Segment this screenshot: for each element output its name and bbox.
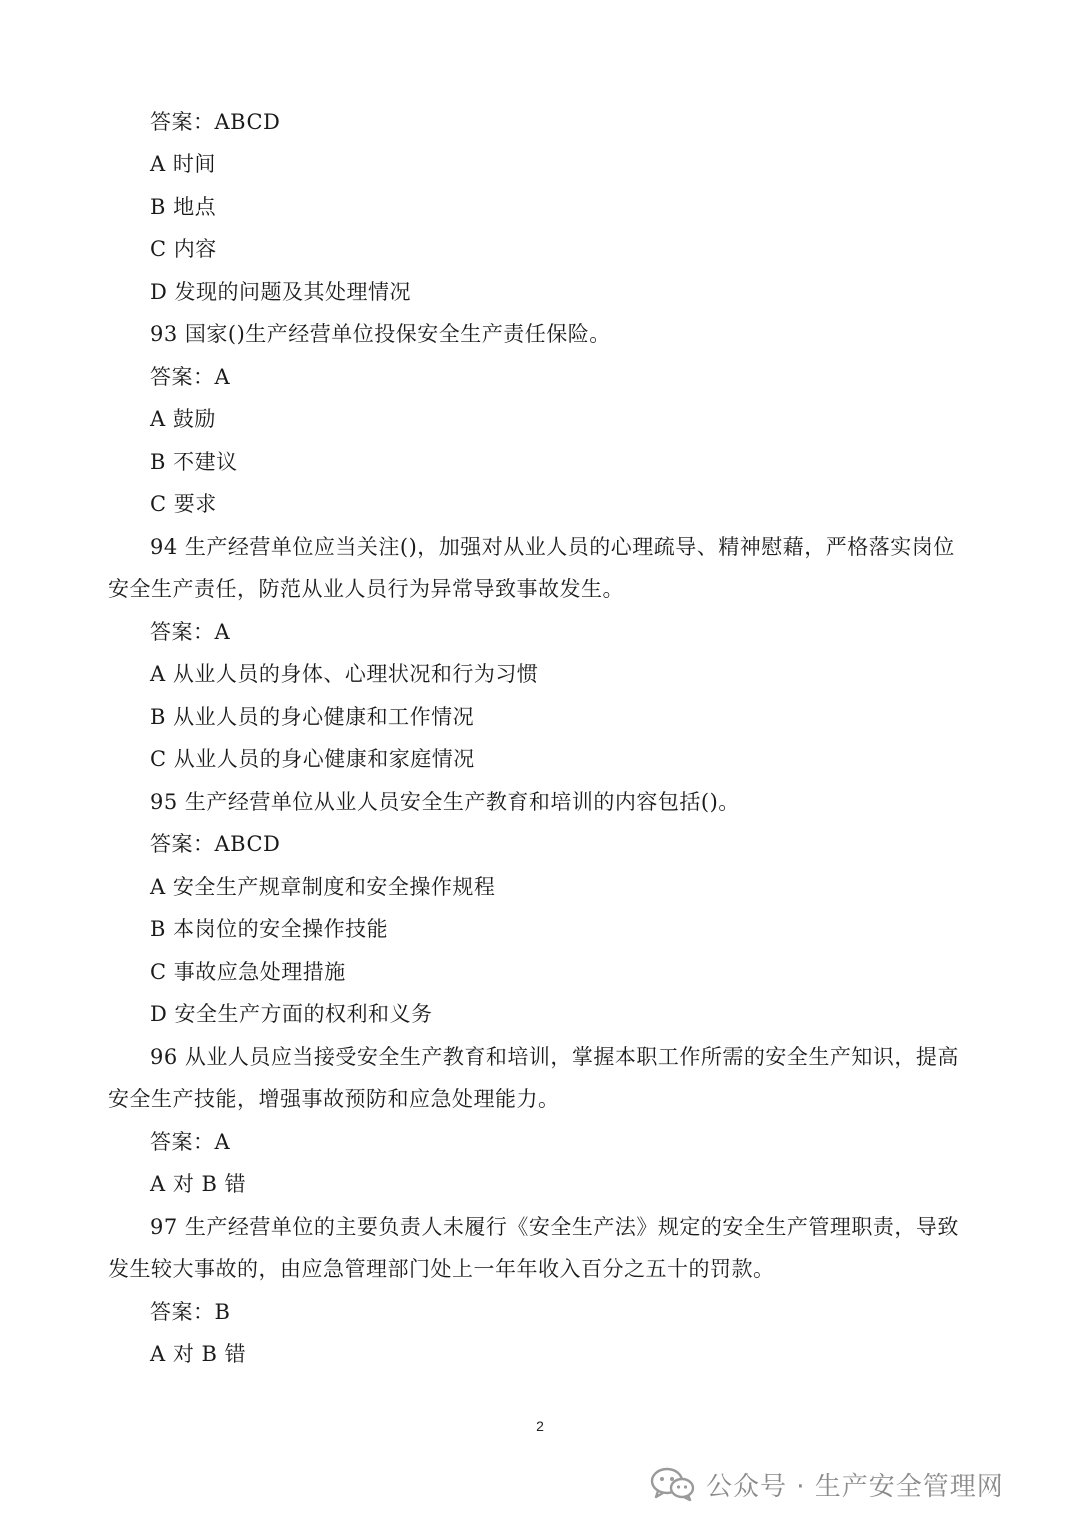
watermark (650, 1462, 1004, 1506)
page-number: 2 (536, 1418, 544, 1434)
option-line: C 内容 (150, 237, 217, 261)
question-95: 95 生产经营单位从业人员安全生产教育和培训的内容包括()。 (150, 790, 740, 814)
answer-line: 答案：A (150, 1130, 231, 1154)
answer-line: 答案：ABCD (150, 832, 281, 856)
option-line: C 事故应急处理措施 (150, 960, 346, 984)
option-line: A 从业人员的身体、心理状况和行为习惯 (150, 662, 539, 686)
question-96-continued: 安全生产技能，增强事故预防和应急处理能力。 (108, 1087, 560, 1111)
question-94: 94 生产经营单位应当关注()，加强对从业人员的心理疏导、精神慰藉，严格落实岗位 (150, 535, 955, 559)
question-93: 93 国家()生产经营单位投保安全生产责任保险。 (150, 322, 611, 346)
option-line: C 从业人员的身心健康和家庭情况 (150, 747, 475, 771)
answer-line: 答案：A (150, 620, 231, 644)
question-94-continued: 安全生产责任，防范从业人员行为异常导致事故发生。 (108, 577, 624, 601)
answer-line: 答案：ABCD (150, 110, 281, 134)
watermark-text: 公众号 · 生产安全管理网 (706, 1471, 1004, 1502)
option-line: C 要求 (150, 492, 217, 516)
wechat-icon (650, 1466, 696, 1502)
option-line: A 对 B 错 (150, 1342, 247, 1366)
option-line: B 地点 (150, 195, 217, 219)
question-97-continued: 发生较大事故的，由应急管理部门处上一年年收入百分之五十的罚款。 (108, 1257, 775, 1281)
option-line: D 发现的问题及其处理情况 (150, 280, 412, 304)
answer-line: 答案：B (150, 1300, 231, 1324)
option-line: A 安全生产规章制度和安全操作规程 (150, 875, 496, 899)
option-line: D 安全生产方面的权利和义务 (150, 1002, 433, 1026)
option-line: A 对 B 错 (150, 1172, 247, 1196)
option-line: A 鼓励 (150, 407, 216, 431)
option-line: A 时间 (150, 152, 216, 176)
option-line: B 本岗位的安全操作技能 (150, 917, 389, 941)
answer-line: 答案：A (150, 365, 231, 389)
option-line: B 不建议 (150, 450, 238, 474)
question-96: 96 从业人员应当接受安全生产教育和培训，掌握本职工作所需的安全生产知识，提高 (150, 1045, 959, 1069)
option-line: B 从业人员的身心健康和工作情况 (150, 705, 475, 729)
question-97: 97 生产经营单位的主要负责人未履行《安全生产法》规定的安全生产管理职责，导致 (150, 1215, 959, 1239)
